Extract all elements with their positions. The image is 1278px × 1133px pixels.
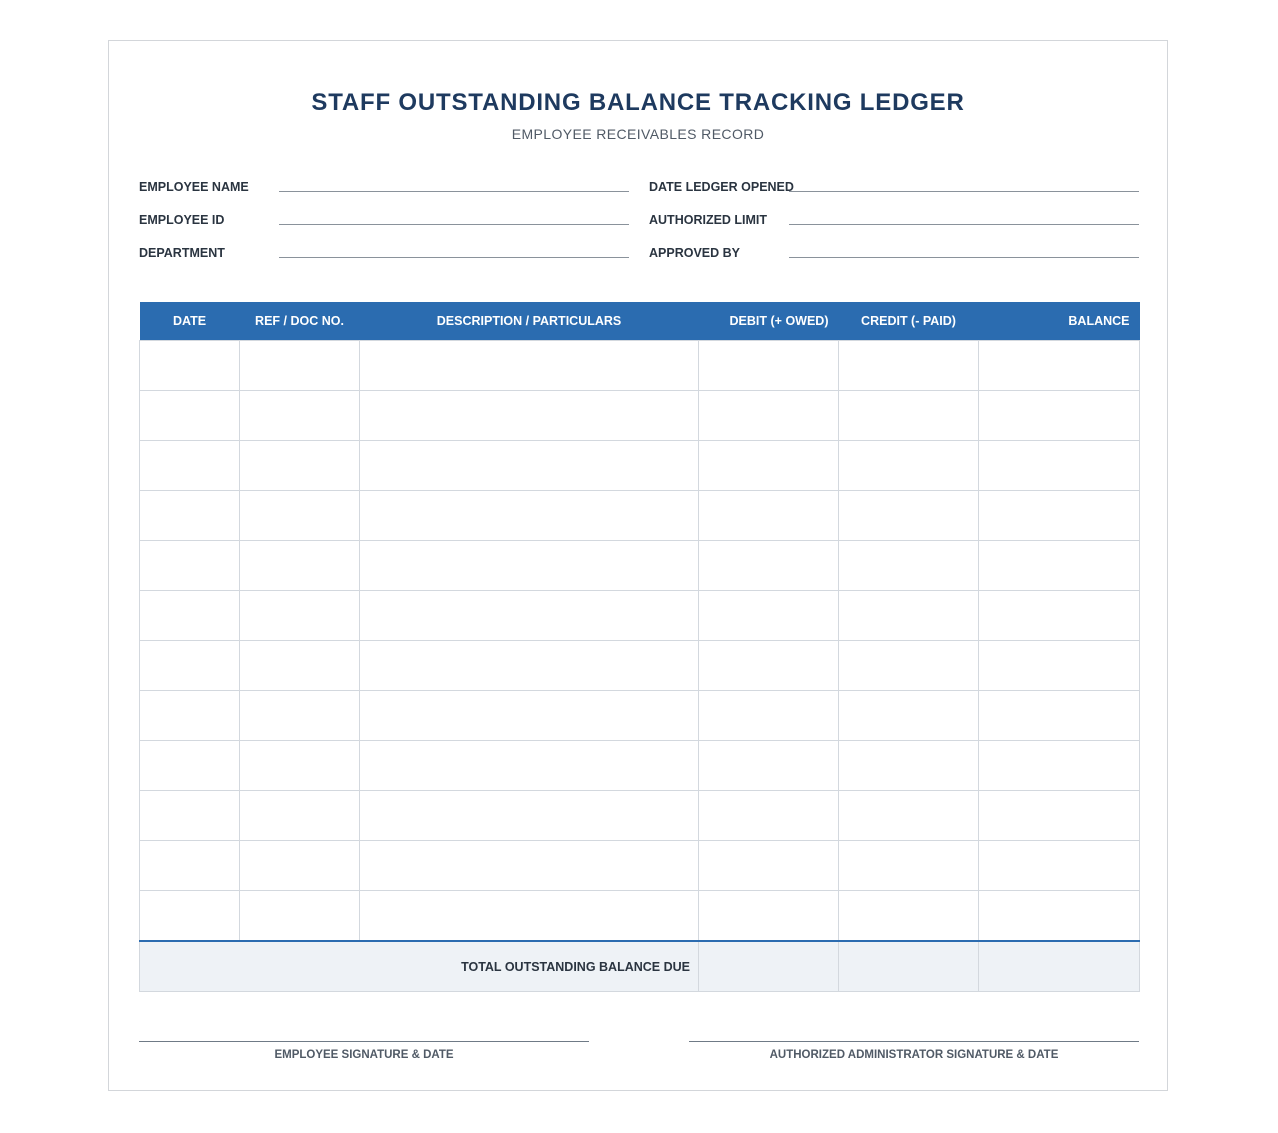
cell-date[interactable] bbox=[140, 891, 240, 942]
cell-debit[interactable] bbox=[699, 491, 839, 541]
table-row bbox=[140, 391, 1140, 441]
cell-credit[interactable] bbox=[839, 591, 979, 641]
table-row bbox=[140, 541, 1140, 591]
employee-id-line[interactable] bbox=[279, 224, 629, 225]
cell-balance[interactable] bbox=[979, 691, 1140, 741]
cell-ref[interactable] bbox=[240, 591, 360, 641]
approved-by-line[interactable] bbox=[789, 257, 1139, 258]
cell-date[interactable] bbox=[140, 541, 240, 591]
date-ledger-opened-line[interactable] bbox=[789, 191, 1139, 192]
cell-ref[interactable] bbox=[240, 341, 360, 391]
cell-balance[interactable] bbox=[979, 591, 1140, 641]
authorized-limit-line[interactable] bbox=[789, 224, 1139, 225]
department-line[interactable] bbox=[279, 257, 629, 258]
cell-debit[interactable] bbox=[699, 541, 839, 591]
authorized-limit-field[interactable] bbox=[649, 213, 1139, 233]
employee-signature-block[interactable] bbox=[139, 1041, 589, 1061]
cell-ref[interactable] bbox=[240, 791, 360, 841]
cell-description[interactable] bbox=[360, 891, 699, 942]
employee-id-field[interactable] bbox=[139, 213, 629, 233]
employee-signature-line[interactable] bbox=[139, 1041, 589, 1042]
cell-credit[interactable] bbox=[839, 541, 979, 591]
cell-ref[interactable] bbox=[240, 491, 360, 541]
cell-debit[interactable] bbox=[699, 391, 839, 441]
column-header-credit: CREDIT (- PAID) bbox=[839, 302, 979, 341]
cell-ref[interactable] bbox=[240, 891, 360, 942]
column-header-date: DATE bbox=[140, 302, 240, 341]
administrator-signature-label: AUTHORIZED ADMINISTRATOR SIGNATURE & DATE bbox=[769, 1049, 1059, 1061]
employee-name-label: EMPLOYEE NAME bbox=[139, 180, 249, 194]
cell-date[interactable] bbox=[140, 591, 240, 641]
cell-balance[interactable] bbox=[979, 341, 1140, 391]
total-row bbox=[140, 941, 1140, 992]
cell-date[interactable] bbox=[140, 841, 240, 891]
employee-signature-label: EMPLOYEE SIGNATURE & DATE bbox=[274, 1049, 454, 1061]
cell-description[interactable] bbox=[360, 491, 699, 541]
cell-debit[interactable] bbox=[699, 891, 839, 942]
cell-description[interactable] bbox=[360, 791, 699, 841]
cell-description[interactable] bbox=[360, 641, 699, 691]
cell-balance[interactable] bbox=[979, 441, 1140, 491]
cell-debit[interactable] bbox=[699, 341, 839, 391]
cell-balance[interactable] bbox=[979, 891, 1140, 942]
approved-by-field[interactable] bbox=[649, 246, 1139, 266]
table-row bbox=[140, 691, 1140, 741]
table-row bbox=[140, 441, 1140, 491]
ledger-header-row bbox=[140, 302, 1140, 341]
cell-date[interactable] bbox=[140, 441, 240, 491]
cell-ref[interactable] bbox=[240, 541, 360, 591]
total-credit-cell[interactable] bbox=[839, 941, 979, 992]
table-row bbox=[140, 891, 1140, 942]
cell-debit[interactable] bbox=[699, 741, 839, 791]
department-field[interactable] bbox=[139, 246, 629, 266]
total-label: TOTAL OUTSTANDING BALANCE DUE bbox=[140, 941, 699, 992]
table-row bbox=[140, 591, 1140, 641]
ledger-body bbox=[140, 341, 1140, 992]
cell-date[interactable] bbox=[140, 691, 240, 741]
cell-balance[interactable] bbox=[979, 641, 1140, 691]
cell-credit[interactable] bbox=[839, 441, 979, 491]
date-ledger-opened-field[interactable] bbox=[649, 180, 1139, 200]
cell-ref[interactable] bbox=[240, 691, 360, 741]
cell-credit[interactable] bbox=[839, 641, 979, 691]
cell-description[interactable] bbox=[360, 441, 699, 491]
cell-debit[interactable] bbox=[699, 791, 839, 841]
cell-balance[interactable] bbox=[979, 541, 1140, 591]
administrator-signature-block[interactable] bbox=[689, 1041, 1139, 1061]
employee-name-line[interactable] bbox=[279, 191, 629, 192]
page-subtitle: EMPLOYEE RECEIVABLES RECORD bbox=[511, 126, 765, 142]
cell-date[interactable] bbox=[140, 391, 240, 441]
column-header-balance: BALANCE bbox=[979, 302, 1140, 341]
approved-by-label: APPROVED BY bbox=[649, 246, 740, 260]
cell-description[interactable] bbox=[360, 691, 699, 741]
cell-balance[interactable] bbox=[979, 491, 1140, 541]
cell-date[interactable] bbox=[140, 741, 240, 791]
cell-date[interactable] bbox=[140, 341, 240, 391]
ledger-table bbox=[139, 302, 1140, 992]
total-debit-cell[interactable] bbox=[699, 941, 839, 992]
table-row bbox=[140, 491, 1140, 541]
cell-ref[interactable] bbox=[240, 441, 360, 491]
cell-balance[interactable] bbox=[979, 791, 1140, 841]
cell-debit[interactable] bbox=[699, 591, 839, 641]
page-title: STAFF OUTSTANDING BALANCE TRACKING LEDGER bbox=[311, 89, 965, 116]
cell-ref[interactable] bbox=[240, 841, 360, 891]
cell-debit[interactable] bbox=[699, 441, 839, 491]
cell-date[interactable] bbox=[140, 641, 240, 691]
cell-credit[interactable] bbox=[839, 741, 979, 791]
cell-description[interactable] bbox=[360, 541, 699, 591]
table-row bbox=[140, 841, 1140, 891]
cell-description[interactable] bbox=[360, 591, 699, 641]
cell-ref[interactable] bbox=[240, 641, 360, 691]
cell-balance[interactable] bbox=[979, 841, 1140, 891]
cell-date[interactable] bbox=[140, 791, 240, 841]
cell-ref[interactable] bbox=[240, 391, 360, 441]
employee-name-field[interactable] bbox=[139, 180, 629, 200]
date-ledger-opened-label: DATE LEDGER OPENED bbox=[649, 180, 794, 194]
table-row bbox=[140, 791, 1140, 841]
cell-credit[interactable] bbox=[839, 891, 979, 942]
table-row bbox=[140, 641, 1140, 691]
column-header-ref: REF / DOC NO. bbox=[240, 302, 360, 341]
cell-description[interactable] bbox=[360, 741, 699, 791]
cell-credit[interactable] bbox=[839, 691, 979, 741]
cell-credit[interactable] bbox=[839, 491, 979, 541]
authorized-limit-label: AUTHORIZED LIMIT bbox=[649, 213, 768, 227]
cell-debit[interactable] bbox=[699, 641, 839, 691]
cell-description[interactable] bbox=[360, 841, 699, 891]
total-balance-cell[interactable] bbox=[979, 941, 1140, 992]
cell-debit[interactable] bbox=[699, 691, 839, 741]
employee-id-label: EMPLOYEE ID bbox=[139, 213, 225, 227]
column-header-description: DESCRIPTION / PARTICULARS bbox=[360, 302, 699, 341]
cell-description[interactable] bbox=[360, 341, 699, 391]
department-label: DEPARTMENT bbox=[139, 246, 225, 260]
column-header-debit: DEBIT (+ OWED) bbox=[699, 302, 839, 341]
cell-balance[interactable] bbox=[979, 741, 1140, 791]
cell-credit[interactable] bbox=[839, 791, 979, 841]
cell-debit[interactable] bbox=[699, 841, 839, 891]
cell-description[interactable] bbox=[360, 391, 699, 441]
administrator-signature-line[interactable] bbox=[689, 1041, 1139, 1042]
cell-ref[interactable] bbox=[240, 741, 360, 791]
table-row bbox=[140, 341, 1140, 391]
cell-balance[interactable] bbox=[979, 391, 1140, 441]
ledger-sheet bbox=[108, 40, 1168, 1091]
cell-credit[interactable] bbox=[839, 841, 979, 891]
cell-credit[interactable] bbox=[839, 341, 979, 391]
cell-credit[interactable] bbox=[839, 391, 979, 441]
table-row bbox=[140, 741, 1140, 791]
cell-date[interactable] bbox=[140, 491, 240, 541]
